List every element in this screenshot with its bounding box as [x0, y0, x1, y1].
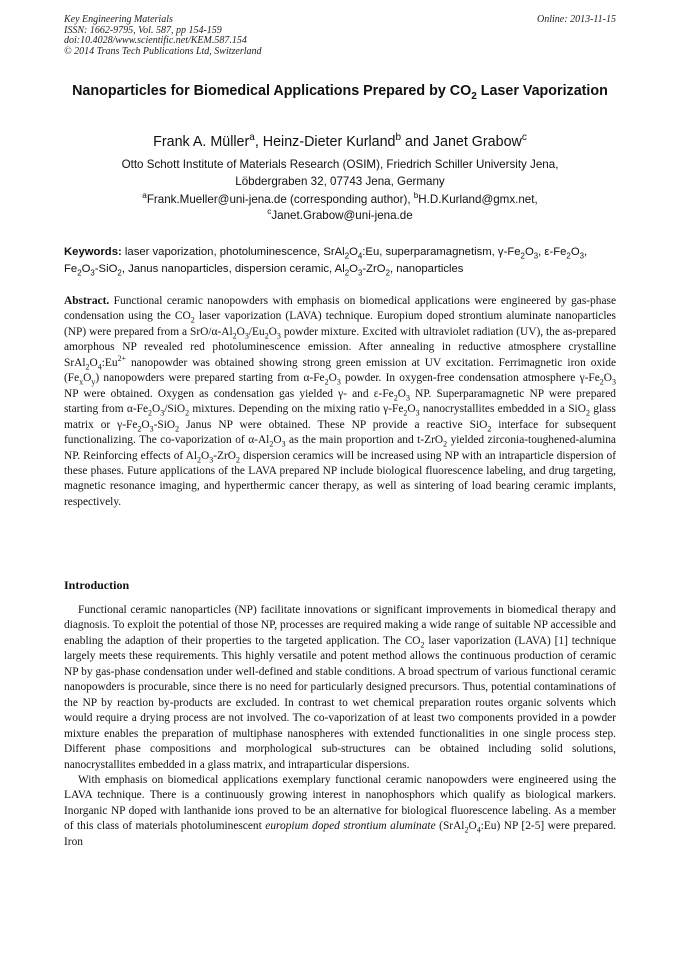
affiliation: Otto Schott Institute of Materials Research (OSIM), Friedrich Schiller University Jena, Löbdergraben 32, 07743 Jena, Germany [121, 158, 559, 188]
email-link[interactable]: Frank.Mueller@uni-jena.de (corresponding author), [146, 193, 414, 206]
author-emails: $^a$Frank.Mueller@uni-jena.de (corresponding author), $^b$H.D.Kurland@gmx.net, $^c$Janet.Grabow@uni-jena.de [142, 191, 538, 222]
paper-title: Nanoparticles for Biomedical Applications Prepared by $CO_2$ Laser Vaporization [72, 83, 608, 102]
author-list: Frank A. Müller$^a$, Heinz-Dieter Kurland$^b$ and Janet Grabow$^c$ [153, 132, 527, 150]
paragraph: With emphasis on biomedical applications exemplary functional ceramic nanopowders were engineered using the LAVA technique. There is a continuously growing interest in nanophosphors which qualify as biological markers. Inorganic NP doped with lanthanide ions proved to be an alternative for biological fluorescence labeling. As a member of this class of materials photoluminescent europium doped strontium aluminate $(SrAl_2O_4:Eu)$ NP [2-5] were prepared. Iron [64, 773, 616, 848]
email-link[interactable]: Janet.Grabow@uni-jena.de [271, 209, 413, 222]
keywords-label: Keywords: [64, 246, 122, 258]
keywords: Keywords: laser vaporization, photoluminescence, $SrAl_2O_4:Eu$, superparamagnetism, $\gamma-Fe_2O_3$, $\varepsilon-Fe_2O_3$, $Fe_2O_3-SiO_2$, Janus nanoparticles, dispersion ceramic, $Al_2O_3-ZrO_2$, nanoparticles [64, 246, 588, 277]
section-heading-introduction: Introduction [64, 578, 130, 592]
doi-line: doi:10.4028/www.scientific.net/KEM.587.154 [64, 35, 247, 46]
abstract-label: Abstract. [64, 295, 110, 307]
abstract: Abstract. Functional ceramic nanopowders with emphasis on biomedical applications were engineered by gas-phase condensation using the $CO_2$ laser vaporization (LAVA) technique. Europium doped strontium aluminate nanoparticles (NP) were prepared from a SrO/$\alpha-Al_2O_3/Eu_2O_3$ powder mixture. Excited with ultraviolet radiation (UV), the as-prepared amorphous NP revealed red photoluminescence emission. After annealing in reductive atmosphere crystalline $SrAl_2O_4:Eu^{2+}$ nanopowder was obtained showing strong green emission at UV excitation. Ferrimagnetic iron oxide $(Fe_xO_y)$ nanopowders were prepared starting from $\alpha-Fe_2O_3$ powder. In oxygen-free condensation atmosphere $\gamma-Fe_2O_3$ NP were obtained. Oxygen as condensation gas yielded γ- and $\varepsilon-Fe_2O_3$ NP. Superparamagnetic NP were prepared starting from $\alpha-Fe_2O_3/SiO_2$ mixtures. Depending on the mixing ratio $\gamma-Fe_2O_3$ nanocrystallites embedded in a SiO$_2$ glass matrix or $\gamma-Fe_2O_3-SiO_2$ Janus NP were obtained. These NP provide a reactive SiO$_2$ interface for subsequent functionalizing. The co-vaporization of $\alpha-Al_2O_3$ as the main proportion and t-ZrO$_2$ yielded zirconia-toughened-alumina NP. Reinforcing effects of $Al_2O_3-ZrO_2$ dispersion ceramics will be increased using NP with an intraparticle dispersion of these phases. Future applications of the LAVA prepared NP include biological fluorescence labeling, and drug targeting, magnetic resonance imaging, and hyperthermic cancer therapy, as well as sintering of load bearing ceramic implants, respectively. [64, 295, 617, 508]
paragraph: Functional ceramic nanoparticles (NP) facilitate innovations or significant improvements in biomedical therapy and diagnosis. To exploit the potential of those NP, processes are required making a wide range of suitable NP accessible and enabling the adaption of their properties to the targeted application. The $CO_2$ laser vaporization (LAVA) [1] technique largely meets these requirements. This highly versatile and potent method allows the continuous production of ceramic NP by gas-phase condensation under well-defined and stable conditions. A broad spectrum of various functional ceramic nanopowders is procurable, since there is no need for particularly designed precursors. Thus, potential contaminations of the NP by reaction by-products are excluded. In contrast to wet chemical preparation routes organic solvents which would require a drying process are not involved. The co-vaporization of at least two components provided in a powder mixture enables the preparation of multiphase nanospheres with extended functionalities in one single process step. Different phase compositions and morphological sub-structures can be obtained including solid solutions, nanocrystallites embedded in a glass matrix, and intraparticular dispersions. [64, 604, 617, 771]
introduction-body [64, 603, 616, 850]
journal-header [64, 15, 616, 57]
journal-name: Key Engineering Materials [64, 14, 173, 25]
author-name: Heinz-Dieter Kurland [262, 134, 396, 150]
author-name: Frank A. Müller [153, 134, 250, 150]
online-date: Online: 2013-11-15 [537, 14, 616, 25]
email-link[interactable]: H.D.Kurland@gmx.net, [418, 193, 538, 206]
issn-line: ISSN: 1662-9795, Vol. 587, pp 154-159 [64, 24, 222, 36]
copyright-line: © 2014 Trans Tech Publications Ltd, Switzerland [64, 45, 262, 57]
author-name: Janet Grabow [432, 134, 522, 150]
